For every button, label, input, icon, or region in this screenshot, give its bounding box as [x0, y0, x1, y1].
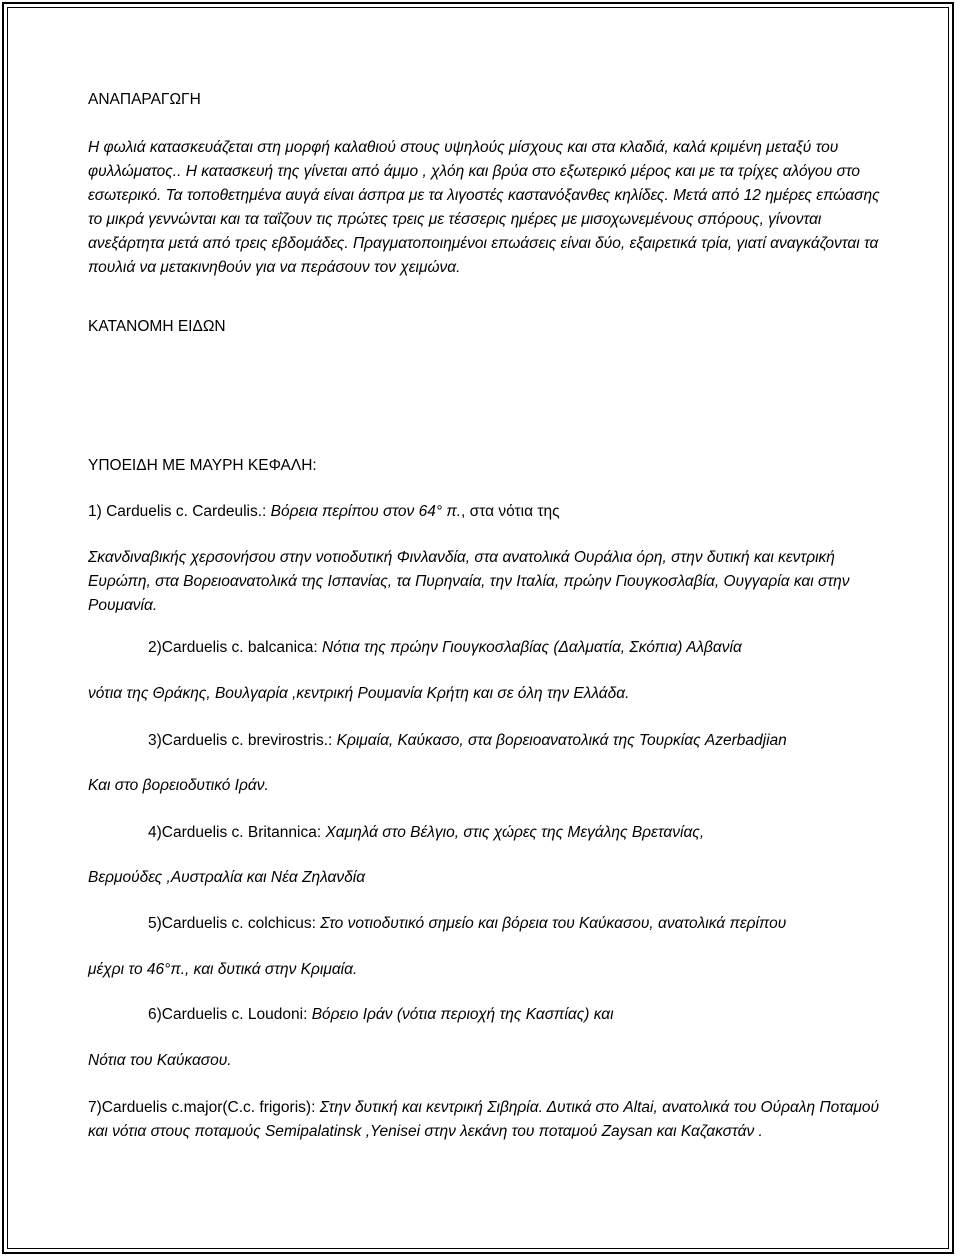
subspecies-3: [88, 729, 888, 753]
subspecies-4-name: 4)Carduelis c. Britannica:: [148, 824, 326, 841]
distribution-heading: ΚΑΤΑΝΟΜΗ ΕΙΔΩΝ: [88, 318, 226, 335]
subspecies-2: [88, 636, 888, 660]
subspecies-6: [88, 1003, 888, 1027]
subspecies-3-range-continued: Και στο βορειοδυτικό Ιράν.: [88, 777, 269, 794]
subspecies-2-range: Νότια της πρώην Γιουγκοσλαβίας (Δαλματία, Σκόπια) Αλβανία: [322, 639, 742, 656]
subspecies-2-range-continued: νότια της Θράκης, Βουλγαρία ,κεντρική Ρουμανία Κρήτη και σε όλη την Ελλάδα.: [88, 685, 630, 702]
subspecies-1-range-continued: Σκανδιναβικής χερσονήσου στην νοτιοδυτική Φινλανδία, στα ανατολικά Ουράλια όρη, στην δυτική και κεντρική Ευρώπη, στα Βορειοανατολικά της Ισπανίας, τα Πυρηναία, την Ιταλία, πρώην Γιουγκοσλαβία, Ουγγαρία και στην Ρουμανία.: [88, 549, 850, 614]
subspecies-7-name: 7)Carduelis c.major(C.c. frigoris):: [88, 1099, 320, 1116]
subspecies-7: [88, 1096, 888, 1144]
subspecies-4-range: Χαμηλά στο Βέλγιο, στις χώρες της Μεγάλης Βρετανίας,: [325, 824, 705, 841]
subspecies-6-range-continued: Νότια του Καύκασου.: [88, 1052, 232, 1069]
reproduction-paragraph: [88, 136, 888, 280]
subspecies-5-range: Στο νοτιοδυτικό σημείο και βόρεια του Καύκασου, ανατολικά περίπου: [320, 915, 787, 932]
subspecies-7-range: Στην δυτική και κεντρική Σιβηρία. Δυτικά στο Altai, ανατολικά του Ούραλη Ποταμού και νότια στους ποταμούς Semipalatinsk ,Yenisei στην λεκάνη του ποταμού Zaysan και Καζακστάν .: [88, 1099, 880, 1140]
reproduction-text-b: Μετά από 12 ημέρες επώασης το μικρά γεννώνται και τα ταΐζουν τις πρώτες τρεις με τέσσερις ημέρες με μισοχωνεμένους σπόρους, γίνονται ανεξάρτητα μετά από τρεις εβδομάδες. Πραγματοποιημένοι επωάσεις είναι δύο, εξαιρετικά τρία, γιατί αναγκάζονται τα πουλιά να μετακινηθούν για να περάσουν τον χειμώνα.: [88, 187, 880, 276]
reproduction-text-a: Η φωλιά κατασκευάζεται στη μορφή καλαθιού στους υψηλούς μίσχους και στα κλαδιά, καλά κριμένη μεταξύ του φυλλώματος.. Η κατασκευή της γίνεται από άμμο , χλόη και βρύα στο εξωτερικό μέρος και με τα τρίχες αλόγου στο εσωτερικό. Τα τοποθετημένα αυγά είναι άσπρα με τα λιγοστές καστανόξανθες κηλίδες.: [88, 139, 861, 204]
subspecies-1: [88, 500, 888, 524]
subspecies-3-name: 3)Carduelis c. brevirostris.:: [148, 732, 337, 749]
subspecies-2-name: 2)Carduelis c. balcanica:: [148, 639, 323, 656]
subspecies-5-range-continued: μέχρι το 46°π., και δυτικά στην Κριμαία.: [88, 961, 358, 978]
subspecies-3-range: Κριμαία, Καύκασο, στα βορειοανατολικά της Τουρκίας Azerbadjian: [336, 732, 787, 749]
subspecies-5-name: 5)Carduelis c. colchicus:: [148, 915, 321, 932]
subspecies-1-range: Βόρεια περίπου στον 64° π.: [270, 503, 462, 520]
subspecies-4: [88, 821, 888, 845]
subspecies-1-range-tail: , στα νότια της: [461, 503, 560, 520]
reproduction-heading: ΑΝΑΠΑΡΑΓΩΓΗ: [88, 91, 201, 108]
subspecies-5: [88, 912, 888, 936]
subspecies-1-name: 1) Carduelis c. Cardeulis.:: [88, 503, 271, 520]
subspecies-6-range: Βόρειο Ιράν (νότια περιοχή της Κασπίας) και: [311, 1006, 614, 1023]
subspecies-6-name: 6)Carduelis c. Loudoni:: [148, 1006, 312, 1023]
subspecies-4-range-continued: Βερμούδες ,Αυστραλία και Νέα Ζηλανδία: [88, 869, 366, 886]
black-head-subspecies-heading: ΥΠΟΕΙΔΗ ΜΕ ΜΑΥΡΗ ΚΕΦΑΛΗ:: [88, 457, 317, 474]
